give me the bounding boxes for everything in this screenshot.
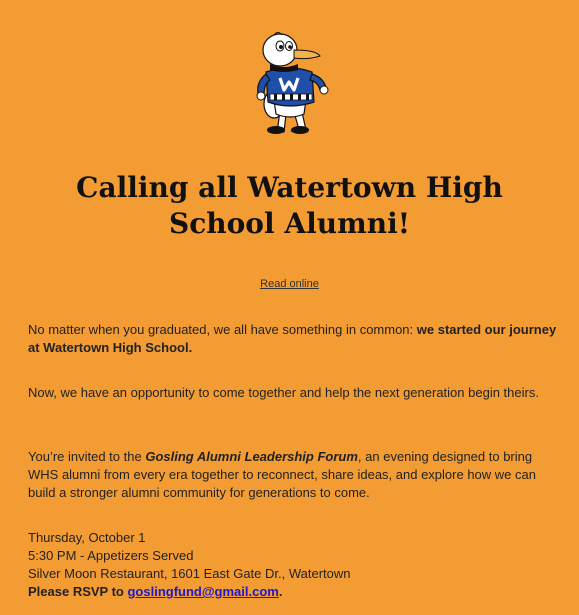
invitation-pre-text: You’re invited to the [28,449,146,464]
event-date: Thursday, October 1 [28,530,146,545]
event-location: Silver Moon Restaurant, 1601 East Gate Dr., Watertown [28,566,351,581]
read-online-row [0,277,579,291]
opportunity-paragraph: Now, we have an opportunity to come together and help the next generation begin theirs. [28,385,539,400]
rsvp-email-link[interactable]: goslingfund@gmail.com [127,584,279,599]
rsvp-prefix: Please RSVP to [28,584,128,599]
event-details [28,529,558,601]
intro-text: No matter when you graduated, we all have something in common: [28,322,417,337]
gosling-mascot-icon [244,30,336,136]
rsvp-suffix: . [278,584,283,599]
headline [30,170,549,242]
read-online-link[interactable]: Read online [260,278,319,290]
intro-bold-text: we started our journey at Watertown High School. [28,322,557,355]
headline-line-2: School Alumni! [169,207,410,240]
event-time: 5:30 PM - Appetizers Served [28,548,194,563]
intro-paragraph [28,321,558,357]
headline-line-1: Calling all Watertown High [76,171,503,204]
event-name: Gosling Alumni Leadership Forum [145,449,358,464]
rsvp-line [28,584,282,599]
invitation-post-text: , an evening designed to bring WHS alumni from every era together to reconnect, share ideas, and explore how we can build a stronger alumni community for generations to come. [28,449,536,500]
invitation-paragraph [28,448,558,502]
